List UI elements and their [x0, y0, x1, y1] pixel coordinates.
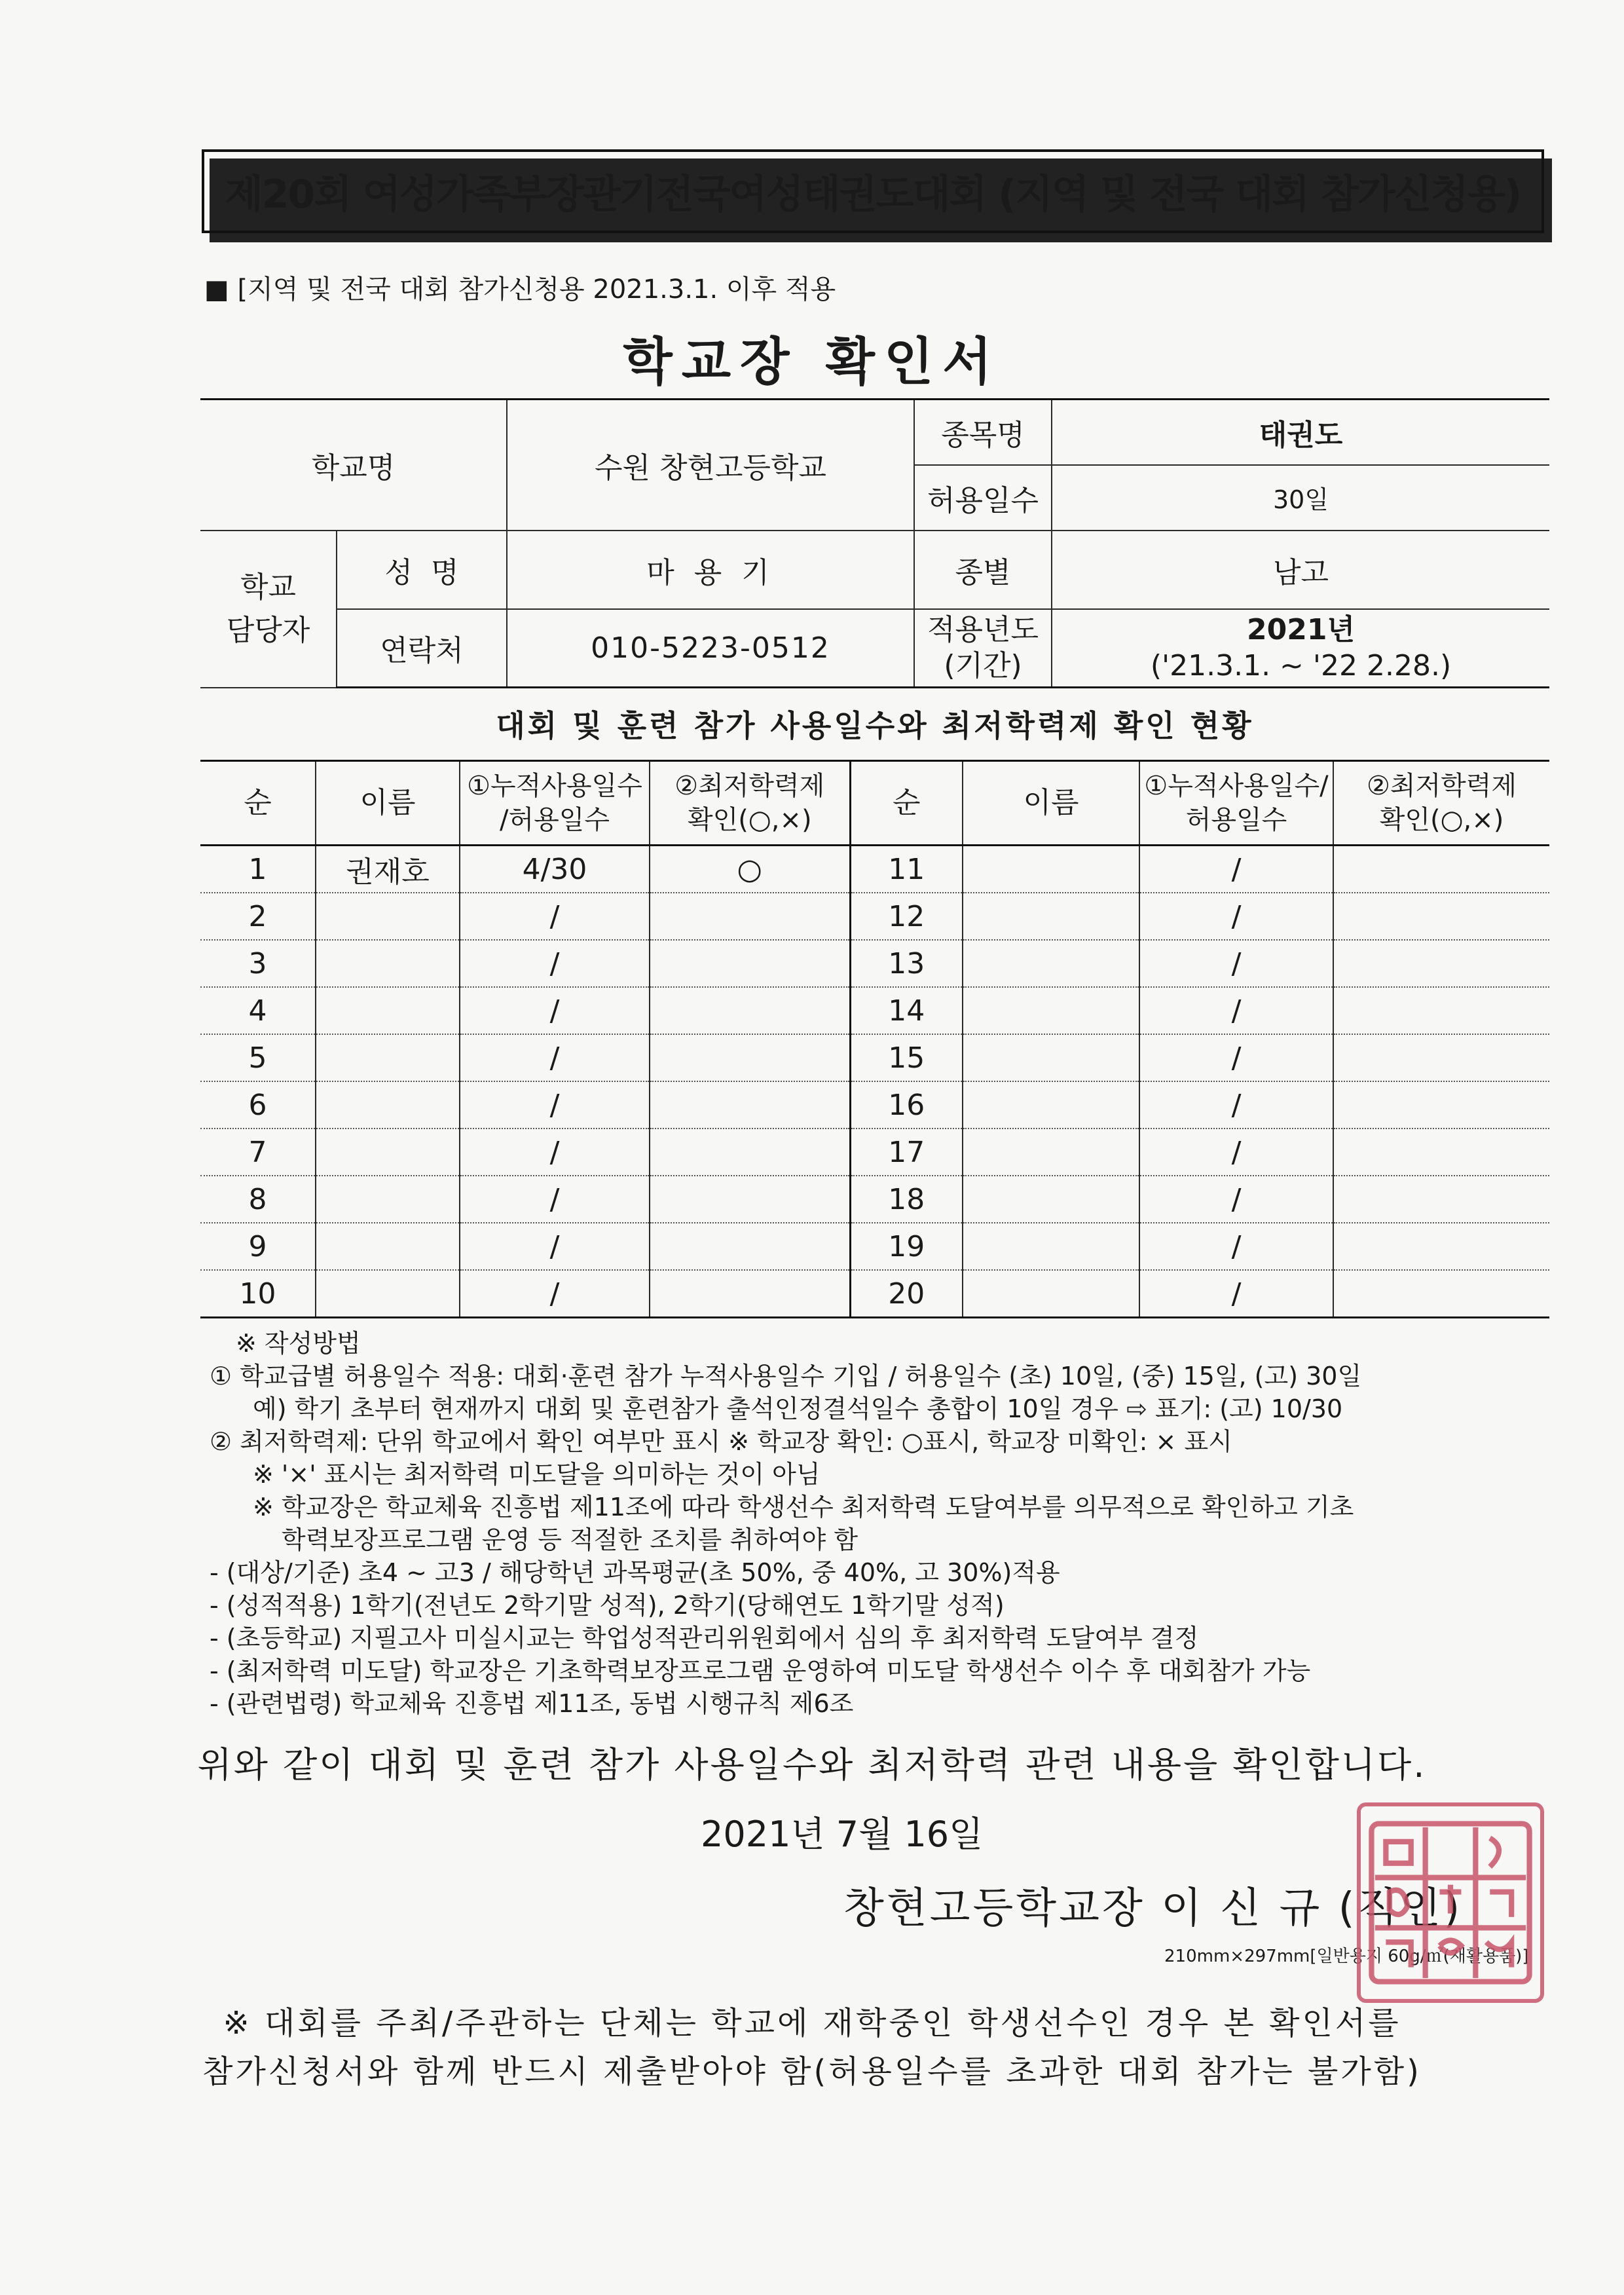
min-academic-check	[650, 1081, 850, 1129]
table-row	[200, 1270, 1549, 1318]
used-days: 4/30	[460, 846, 650, 893]
row-number: 14	[850, 987, 963, 1034]
roster-title: 대회 및 훈련 참가 사용일수와 최저학력제 확인 현황	[496, 708, 1254, 743]
row-number: 1	[200, 846, 316, 893]
document-title: 학교장 확인서	[623, 333, 1001, 392]
table-row	[200, 1223, 1549, 1270]
table-row	[200, 987, 1549, 1034]
note-target: - (대상/기준) 초4 ~ 고3 / 해당학년 과목평균(초 50%, 중 40%, 고 30%)적용	[210, 1558, 1060, 1587]
student-name	[316, 987, 460, 1034]
min-academic-check	[650, 987, 850, 1034]
row-number: 13	[850, 940, 963, 987]
school-info-table	[200, 398, 1549, 688]
min-academic-check	[650, 1223, 850, 1270]
col-header-name: 이름	[316, 761, 460, 846]
paper-spec: 210mm×297mm[일반용지 60g/㎡(재활용품)]	[1164, 1947, 1529, 1966]
used-days: /	[460, 1034, 650, 1081]
used-days: /	[1139, 1176, 1333, 1223]
student-name	[316, 1034, 460, 1081]
table-row	[200, 1176, 1549, 1223]
notes-heading: ※ 작성방법	[236, 1329, 361, 1358]
student-name	[316, 1176, 460, 1223]
used-days: /	[460, 1129, 650, 1176]
row-number: 20	[850, 1270, 963, 1318]
used-days: /	[1139, 987, 1333, 1034]
apply-year-value: 2021년	[1247, 613, 1355, 647]
manager-name-value: 마 용 기	[507, 531, 914, 609]
student-name	[316, 1270, 460, 1318]
division-label: 종별	[914, 531, 1052, 609]
student-name	[316, 1081, 460, 1129]
col-header-used-days: ①누적사용일수/ 허용일수	[1139, 761, 1333, 846]
row-number: 18	[850, 1176, 963, 1223]
row-number: 6	[200, 1081, 316, 1129]
used-days: /	[460, 940, 650, 987]
min-academic-check: ○	[650, 846, 850, 893]
student-name	[963, 1081, 1139, 1129]
table-row	[200, 846, 1549, 893]
used-days: /	[460, 1270, 650, 1318]
min-academic-check	[1333, 846, 1549, 893]
used-days: /	[1139, 893, 1333, 940]
student-name	[963, 1034, 1139, 1081]
row-number: 7	[200, 1129, 316, 1176]
used-days: /	[1139, 1270, 1333, 1318]
table-row	[200, 1081, 1549, 1129]
col-header-no: 순	[200, 761, 316, 846]
row-number: 8	[200, 1176, 316, 1223]
student-name	[316, 1223, 460, 1270]
student-name	[963, 940, 1139, 987]
student-name	[963, 1223, 1139, 1270]
min-academic-check	[1333, 1270, 1549, 1318]
min-academic-check	[1333, 1223, 1549, 1270]
document-header-title: 제20회 여성가족부장관기전국여성태권도대회 (지역 및 전국 대회 참가신청용)	[202, 149, 1544, 233]
used-days: /	[1139, 940, 1333, 987]
student-name	[963, 1270, 1139, 1318]
roster-header-row	[200, 761, 1549, 846]
used-days: /	[460, 1223, 650, 1270]
manager-label: 학교 담당자	[200, 531, 337, 688]
writing-instructions	[210, 1327, 1565, 1720]
col-header-no: 순	[850, 761, 963, 846]
school-name-label: 학교명	[200, 400, 507, 531]
contact-label: 연락처	[337, 609, 507, 688]
used-days: /	[460, 893, 650, 940]
student-name: 권재호	[316, 846, 460, 893]
note-allowed-days: ① 학교급별 허용일수 적용: 대회·훈련 참가 누적사용일수 기입 / 허용일수 (초) 10일, (중) 15일, (고) 30일	[210, 1362, 1362, 1390]
table-row	[200, 1034, 1549, 1081]
student-name	[316, 940, 460, 987]
roster-body	[200, 846, 1549, 1318]
min-academic-check	[650, 893, 850, 940]
student-name	[963, 1129, 1139, 1176]
event-label: 종목명	[914, 400, 1052, 465]
row-number: 17	[850, 1129, 963, 1176]
manager-name-label: 성 명	[337, 531, 507, 609]
col-header-name: 이름	[963, 761, 1139, 846]
min-academic-check	[1333, 893, 1549, 940]
note-elementary: - (초등학교) 지필고사 미실시교는 학업성적관리위원회에서 심의 후 최저학력 도달여부 결정	[210, 1624, 1199, 1652]
note-min-academic: ② 최저학력제: 단위 학교에서 확인 여부만 표시 ※ 학교장 확인: ○표시, 학교장 미확인: × 표시	[210, 1427, 1232, 1456]
col-header-min-academic: ②최저학력제 확인(○,×)	[1333, 761, 1549, 846]
min-academic-check	[1333, 1034, 1549, 1081]
min-academic-check	[1333, 940, 1549, 987]
row-number: 5	[200, 1034, 316, 1081]
roster-table	[200, 760, 1549, 1318]
event-value: 태권도	[1052, 400, 1549, 465]
row-number: 16	[850, 1081, 963, 1129]
used-days: /	[1139, 846, 1333, 893]
issue-date: 2021년 7월 16일	[701, 1814, 984, 1855]
student-name	[963, 893, 1139, 940]
table-row	[200, 893, 1549, 940]
min-academic-check	[650, 1129, 850, 1176]
note-principal-duty: ※ 학교장은 학교체육 진흥법 제11조에 따라 학생선수 최저학력 도달여부를 의무적으로 확인하고 기초	[253, 1493, 1354, 1521]
confirmation-statement: 위와 같이 대회 및 훈련 참가 사용일수와 최저학력 관련 내용을 확인합니다.	[197, 1744, 1427, 1785]
row-number: 19	[850, 1223, 963, 1270]
used-days: /	[460, 1081, 650, 1129]
row-number: 10	[200, 1270, 316, 1318]
row-number: 4	[200, 987, 316, 1034]
row-number: 2	[200, 893, 316, 940]
school-name-value: 수원 창현고등학교	[507, 400, 914, 531]
table-row	[200, 1129, 1549, 1176]
student-name	[963, 846, 1139, 893]
footer-line-1: ※ 대회를 주최/주관하는 단체는 학교에 재학중인 학생선수인 경우 본 확인서를	[223, 2005, 1401, 2042]
min-academic-check	[1333, 1081, 1549, 1129]
division-value: 남고	[1052, 531, 1549, 609]
row-number: 12	[850, 893, 963, 940]
student-name	[316, 1129, 460, 1176]
allowed-days-label: 허용일수	[914, 465, 1052, 531]
min-academic-check	[1333, 1129, 1549, 1176]
student-name	[316, 893, 460, 940]
min-academic-check	[1333, 987, 1549, 1034]
used-days: /	[1139, 1034, 1333, 1081]
row-number: 11	[850, 846, 963, 893]
apply-year-cell	[1052, 609, 1549, 688]
student-name	[963, 1176, 1139, 1223]
apply-period-value: ('21.3.1. ~ '22 2.28.)	[1150, 649, 1452, 683]
row-number: 3	[200, 940, 316, 987]
footer-notice	[0, 1999, 1624, 2096]
contact-value: 010-5223-0512	[507, 609, 914, 688]
note-not-reached: - (최저학력 미도달) 학교장은 기초학력보장프로그램 운영하여 미도달 학생선수 이수 후 대회참가 가능	[210, 1656, 1311, 1685]
note-principal-duty-cont: 학력보장프로그램 운영 등 적절한 조치를 취하여야 함	[282, 1525, 858, 1554]
seal-icon	[1361, 1806, 1540, 1999]
min-academic-check	[650, 1176, 850, 1223]
apply-note: ■ [지역 및 전국 대회 참가신청용 2021.3.1. 이후 적용	[204, 274, 836, 305]
used-days: /	[1139, 1129, 1333, 1176]
principal-signature: 창현고등학교장 이 신 규 (직인)	[843, 1884, 1463, 1933]
min-academic-check	[1333, 1176, 1549, 1223]
apply-year-label: 적용년도 (기간)	[914, 609, 1052, 688]
row-number: 9	[200, 1223, 316, 1270]
note-law: - (관련법령) 학교체육 진흥법 제11조, 동법 시행규칙 제6조	[210, 1689, 854, 1718]
col-header-used-days: ①누적사용일수 /허용일수	[460, 761, 650, 846]
table-row	[200, 940, 1549, 987]
note-allowed-days-example: 예) 학기 초부터 현재까지 대회 및 훈련참가 출석인정결석일수 총합이 10일 경우 ⇨ 표기: (고) 10/30	[253, 1394, 1343, 1423]
min-academic-check	[650, 1034, 850, 1081]
min-academic-check	[650, 940, 850, 987]
min-academic-check	[650, 1270, 850, 1318]
used-days: /	[460, 1176, 650, 1223]
row-number: 15	[850, 1034, 963, 1081]
col-header-min-academic: ②최저학력제 확인(○,×)	[650, 761, 850, 846]
allowed-days-value: 30일	[1052, 465, 1549, 531]
footer-line-2: 참가신청서와 함께 반드시 제출받아야 함(허용일수를 초과한 대회 참가는 불가함)	[202, 2053, 1422, 2090]
note-grades: - (성적적용) 1학기(전년도 2학기말 성적), 2학기(당해연도 1학기말 성적)	[210, 1591, 1005, 1620]
student-name	[963, 987, 1139, 1034]
official-seal-stamp	[1357, 1802, 1544, 2003]
used-days: /	[1139, 1081, 1333, 1129]
note-x-meaning: ※ '×' 표시는 최저학력 미도달을 의미하는 것이 아님	[253, 1460, 821, 1489]
used-days: /	[1139, 1223, 1333, 1270]
used-days: /	[460, 987, 650, 1034]
